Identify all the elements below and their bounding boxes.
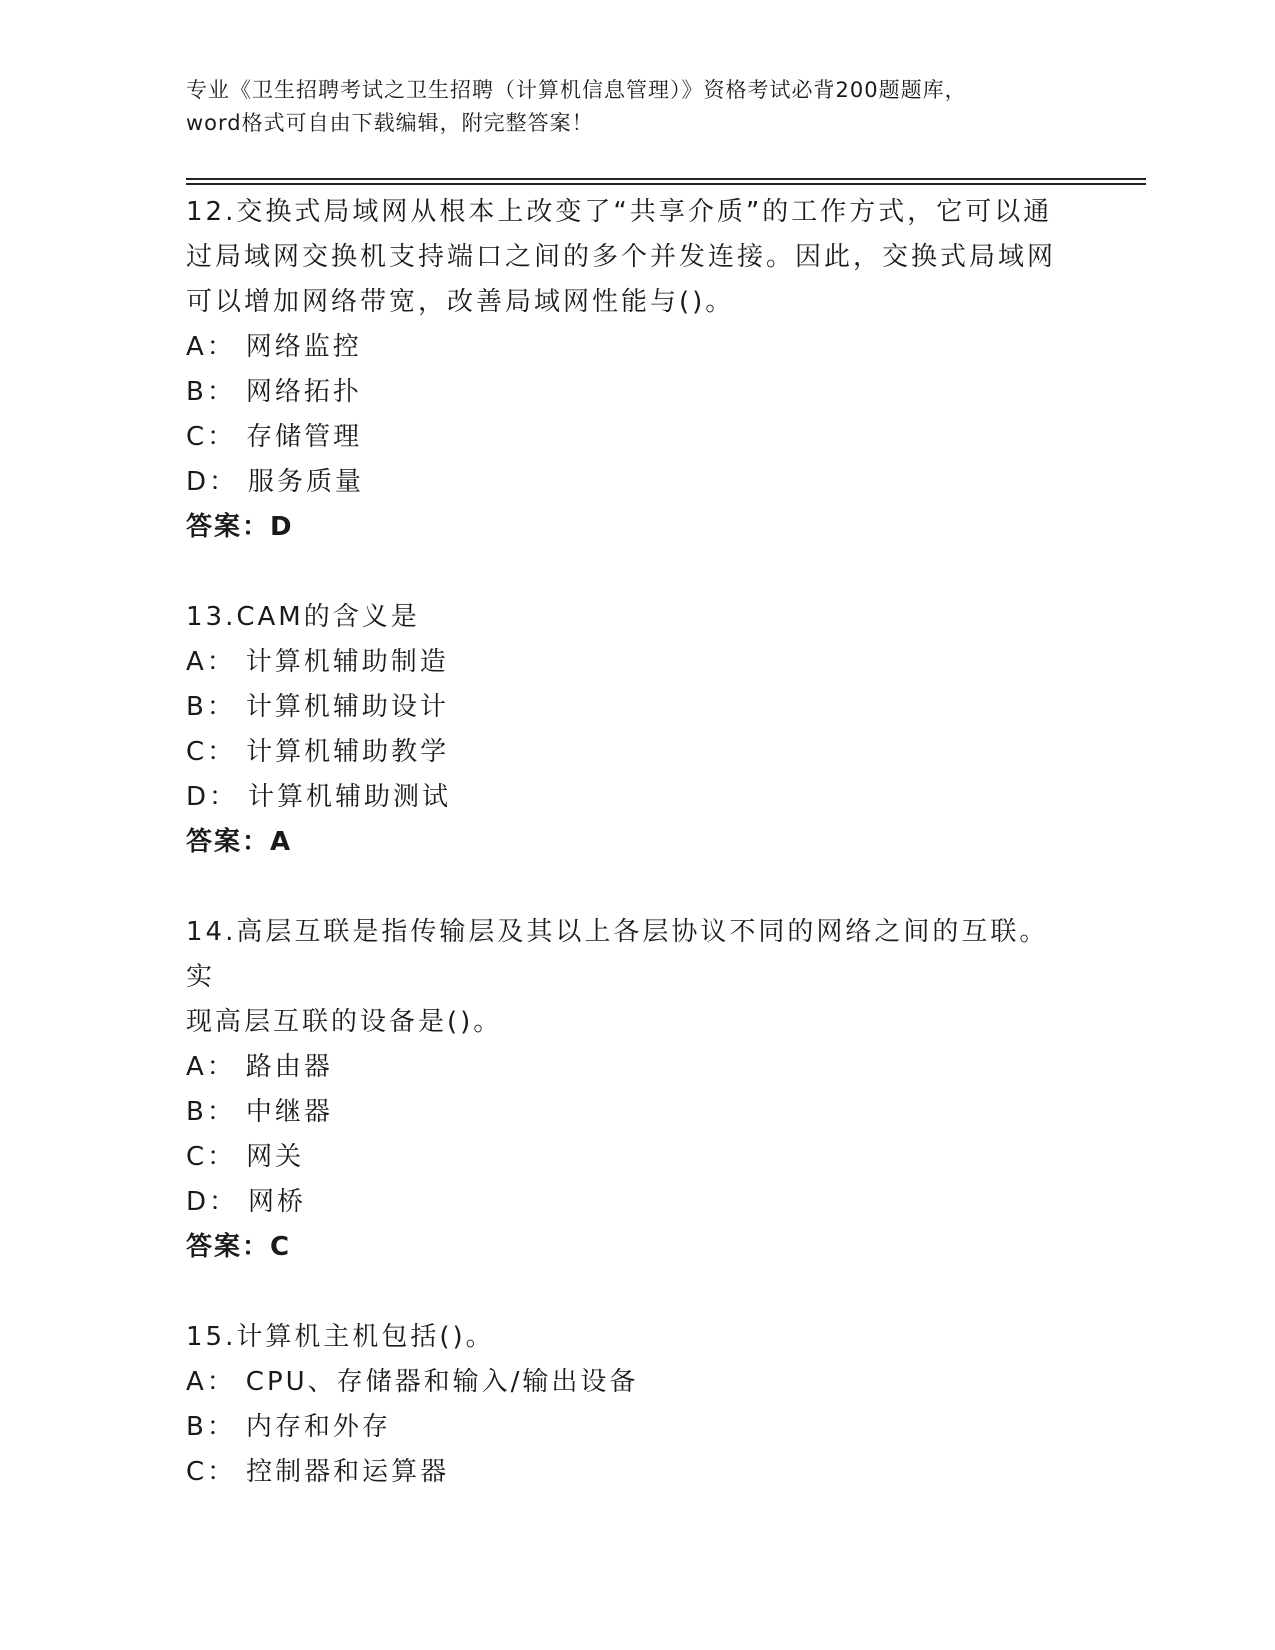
spacer	[186, 550, 1086, 595]
option-text: 网络监控	[245, 332, 362, 362]
option-text: 网关	[246, 1142, 305, 1172]
spacer	[186, 1270, 1086, 1315]
option-key: A：	[186, 647, 236, 677]
header-divider-top	[186, 178, 1146, 180]
option-c	[186, 730, 1086, 775]
question-14	[186, 910, 1086, 1270]
option-a	[186, 1360, 1086, 1405]
question-stem-line: 12.交换式局域网从根本上改变了“共享介质”的工作方式，它可以通	[186, 197, 1053, 227]
question-stem	[186, 1315, 1066, 1360]
option-text: 网桥	[248, 1187, 307, 1217]
answer-label: 答案：D	[186, 512, 294, 542]
question-stem	[186, 910, 1066, 1045]
option-key: B：	[186, 1097, 236, 1127]
question-stem-line: 过局域网交换机支持端口之间的多个并发连接。因此，交换式局域网	[186, 242, 1057, 272]
header-title-line-1: 专业《卫生招聘考试之卫生招聘（计算机信息管理）》资格考试必背200题题库，	[186, 78, 967, 102]
header-divider-bottom	[186, 183, 1146, 185]
option-b	[186, 1090, 1086, 1135]
question-stem	[186, 190, 1066, 325]
option-d	[186, 775, 1086, 820]
option-d	[186, 1180, 1086, 1225]
option-c	[186, 1450, 1086, 1495]
question-stem-line: 13.CAM的含义是	[186, 602, 420, 632]
option-text: 计算机辅助制造	[245, 647, 449, 677]
question-stem	[186, 595, 1066, 640]
option-c	[186, 1135, 1086, 1180]
question-15	[186, 1315, 1086, 1495]
option-key: D：	[186, 782, 239, 812]
question-stem-line: 15.计算机主机包括()。	[186, 1322, 495, 1352]
option-c	[186, 415, 1086, 460]
spacer	[186, 865, 1086, 910]
option-b	[186, 685, 1086, 730]
option-text: 路由器	[245, 1052, 333, 1082]
option-text: 计算机辅助设计	[245, 692, 449, 722]
option-key: A：	[186, 1367, 236, 1397]
option-key: D：	[186, 1187, 239, 1217]
question-12	[186, 190, 1086, 550]
option-text: 服务质量	[248, 467, 365, 497]
option-a	[186, 640, 1086, 685]
option-text: 控制器和运算器	[246, 1457, 450, 1487]
option-key: B：	[186, 1412, 236, 1442]
option-key: A：	[186, 1052, 236, 1082]
option-text: CPU、存储器和输入/输出设备	[245, 1367, 639, 1397]
answer-label: 答案：A	[186, 827, 293, 857]
option-text: 网络拓扑	[245, 377, 362, 407]
option-text: 中继器	[245, 1097, 333, 1127]
option-a	[186, 1045, 1086, 1090]
answer-label: 答案：C	[186, 1232, 292, 1262]
option-b	[186, 1405, 1086, 1450]
option-key: A：	[186, 332, 236, 362]
option-a	[186, 325, 1086, 370]
option-key: D：	[186, 467, 239, 497]
option-key: C：	[186, 422, 237, 452]
question-stem-line: 可以增加网络带宽，改善局域网性能与()。	[186, 287, 735, 317]
option-text: 计算机辅助教学	[246, 737, 450, 767]
question-stem-line: 现高层互联的设备是()。	[186, 1007, 503, 1037]
document-header	[186, 74, 1086, 140]
question-stem-line: 14.高层互联是指传输层及其以上各层协议不同的网络之间的互联。实	[186, 917, 1049, 992]
option-b	[186, 370, 1086, 415]
header-title-line-2: word格式可自由下载编辑，附完整答案！	[186, 111, 594, 135]
option-key: B：	[186, 377, 236, 407]
question-13	[186, 595, 1086, 865]
option-text: 存储管理	[246, 422, 363, 452]
option-key: B：	[186, 692, 236, 722]
option-key: C：	[186, 1457, 237, 1487]
option-d	[186, 460, 1086, 505]
option-key: C：	[186, 737, 237, 767]
question-list	[186, 190, 1086, 1495]
option-text: 计算机辅助测试	[248, 782, 452, 812]
option-text: 内存和外存	[245, 1412, 391, 1442]
option-key: C：	[186, 1142, 237, 1172]
